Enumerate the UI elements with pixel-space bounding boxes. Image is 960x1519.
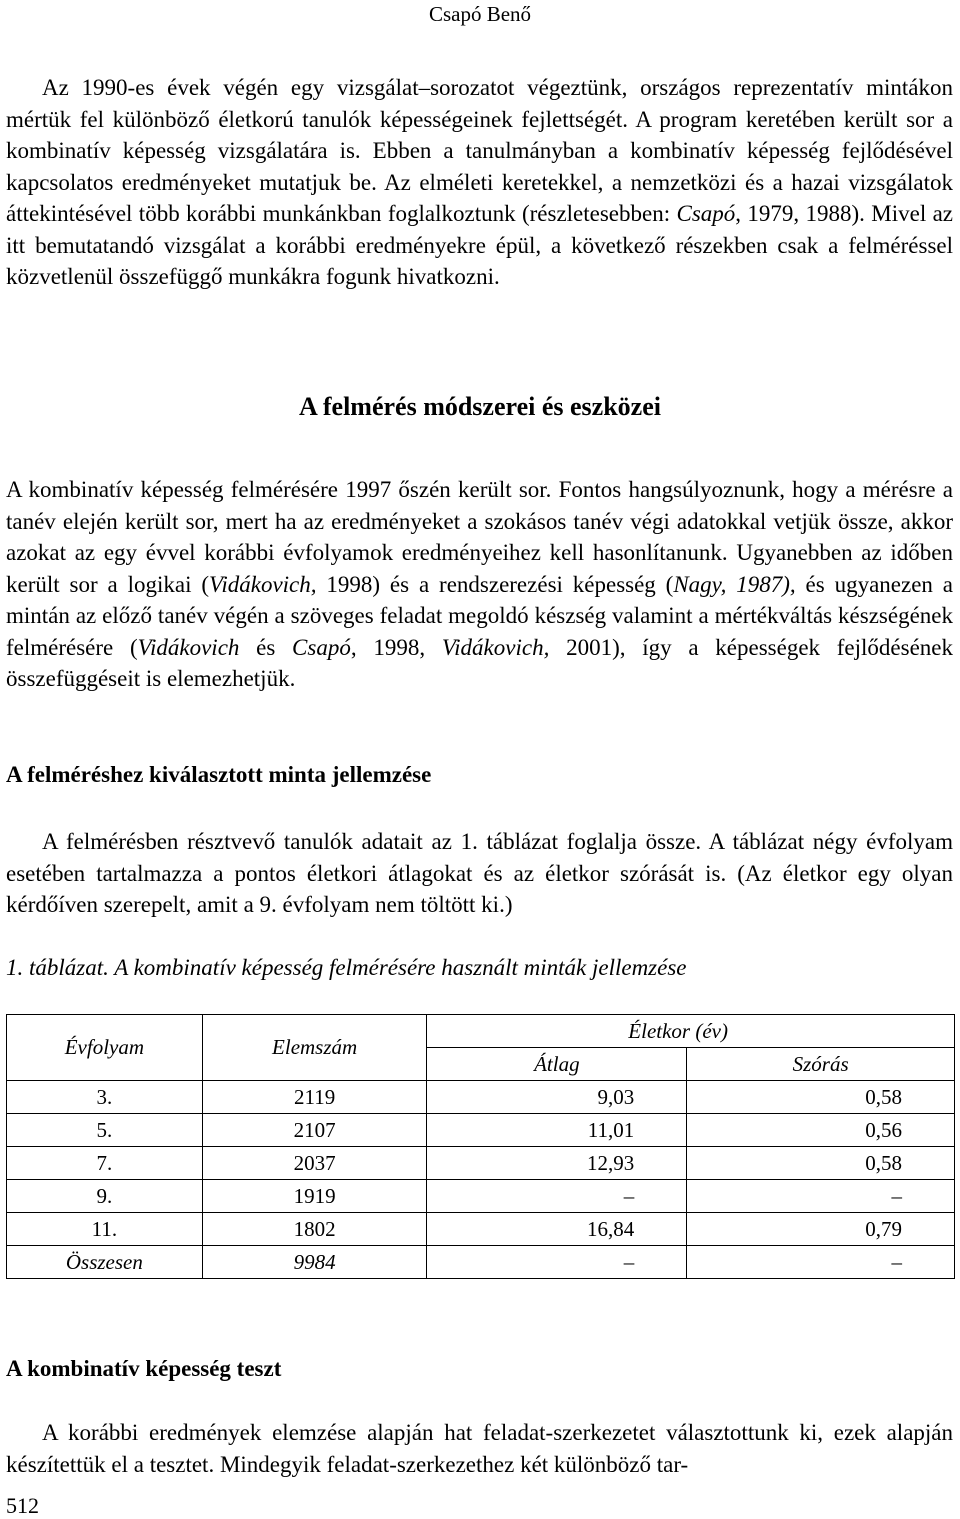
running-header: Csapó Benő <box>428 2 532 26</box>
section-heading-sample: A felméréshez kiválasztott minta jellemzése <box>6 762 432 787</box>
citation-text: Csapó <box>676 201 736 226</box>
cell-count: 2107 <box>202 1114 427 1147</box>
header-count: Elemszám <box>202 1015 427 1081</box>
cell-count: 1919 <box>202 1180 427 1213</box>
sample-paragraph <box>6 826 953 921</box>
text-run: 2001), így a képességek fejlődésének összefüggéseit is elemezhetjük. <box>6 634 953 691</box>
table-row <box>7 1213 955 1246</box>
text-run: és ugyanezen a mintán az előző tanév végén a szöveges feladat megoldó készség valamint a mértékváltás készségének felmérésére ( <box>6 571 953 660</box>
citation-text: Csapó <box>292 634 351 660</box>
cell-grade: 11. <box>7 1213 203 1246</box>
cell-sd: 0,79 <box>687 1213 955 1246</box>
cell-mean: 11,01 <box>427 1114 687 1147</box>
cell-sd: 0,56 <box>687 1114 955 1147</box>
cell-sd: – <box>687 1246 955 1279</box>
intro-text <box>6 75 953 289</box>
citation-text: Vidákovich, <box>209 571 317 597</box>
cell-mean: 16,84 <box>427 1213 687 1246</box>
sample-table <box>6 1014 955 1279</box>
text-run: 1998) és a rendszerezési képesség ( <box>316 571 674 597</box>
cell-mean: – <box>427 1246 687 1279</box>
methods-paragraph <box>6 474 953 695</box>
header-mean: Átlag <box>427 1048 687 1081</box>
text-run: és <box>239 634 293 660</box>
cell-sd: 0,58 <box>687 1081 955 1114</box>
cell-count: 9984 <box>202 1246 427 1279</box>
cell-grade: 9. <box>7 1180 203 1213</box>
text-run: Az 1990-es évek végén egy vizsgálat–sorozatot végeztünk, országos reprezentatív mintákon mértük fel különböző életkorú tanulók képességeinek fejlettségét. A program keretében került sor a kombinatív képesség vizsgálatára is. Ebben a tanulmányban a kombinatív képesség fejlődésével kapcsolatos eredményeket mutatjuk be. Az elméleti keretekkel, a nemzetközi és a hazai vizsgálatok áttekintésével több korábbi munkánkban foglalkoztunk (részletesebben: <box>6 75 953 226</box>
table-row <box>7 1180 955 1213</box>
cell-mean: 9,03 <box>427 1081 687 1114</box>
table-row <box>7 1114 955 1147</box>
cell-mean: 12,93 <box>427 1147 687 1180</box>
sample-text <box>6 829 953 917</box>
citation-text: Nagy, 1987), <box>673 571 796 597</box>
section-heading-test: A kombinatív képesség teszt <box>6 1356 282 1381</box>
table-row <box>7 1081 955 1114</box>
citation-text: Vidákovich, <box>441 634 550 660</box>
cell-count: 2037 <box>202 1147 427 1180</box>
text-run: , 1998, <box>350 634 442 660</box>
cell-mean: – <box>427 1180 687 1213</box>
header-sd: Szórás <box>687 1048 955 1081</box>
cell-grade: 3. <box>7 1081 203 1114</box>
table-row-total <box>7 1246 955 1279</box>
test-paragraph <box>6 1417 953 1480</box>
section-heading-methods: A felmérés módszerei és eszközei <box>299 392 661 421</box>
methods-text <box>6 477 953 691</box>
header-grade: Évfolyam <box>7 1015 203 1081</box>
citation-text: Vidákovich <box>137 634 240 660</box>
text-run: A felmérésben résztvevő tanulók adatait az 1. táblázat foglalja össze. A táblázat négy évfolyam esetében tartalmazza a pontos életkori átlagokat és az életkor szórását is. (Az életkor egy olyan kérdőíven szerepelt, amit a 9. évfolyam nem töltött ki.) <box>6 829 953 917</box>
table-caption: 1. táblázat. A kombinatív képesség felmérésére használt minták jellemzése <box>6 955 687 980</box>
page-number: 512 <box>6 1493 39 1518</box>
header-age: Életkor (év) <box>427 1015 955 1048</box>
cell-sd: – <box>687 1180 955 1213</box>
cell-grade: 5. <box>7 1114 203 1147</box>
test-text <box>6 1420 953 1477</box>
text-run: A kombinatív képesség felmérésére 1997 őszén került sor. Fontos hangsúlyoznunk, hogy a mérésre a tanév elején került sor, mert ha az eredményeket a szokásos tanév végi adatokkal vetjük össze, akkor azokat az egy évvel korábbi évfolyamok eredményeihez kell hasonlítanunk. Ugyanebben az időben került sor a logikai ( <box>6 477 953 597</box>
cell-grade: 7. <box>7 1147 203 1180</box>
cell-count: 1802 <box>202 1213 427 1246</box>
cell-count: 2119 <box>202 1081 427 1114</box>
table-row <box>7 1147 955 1180</box>
cell-sd: 0,58 <box>687 1147 955 1180</box>
text-run: A korábbi eredmények elemzése alapján hat feladat-szerkezetet választottunk ki, ezek alapján készítettük el a tesztet. Mindegyik feladat-szerkezethez két különböző tar- <box>6 1420 953 1477</box>
intro-paragraph <box>6 72 953 293</box>
text-run: , 1979, 1988). Mivel az itt bemutatandó vizsgálat a korábbi eredményekre épül, a következő részekben csak a felméréssel közvetlenül összefüggő munkákra fogunk hivatkozni. <box>6 201 954 289</box>
cell-grade: Összesen <box>7 1246 203 1279</box>
